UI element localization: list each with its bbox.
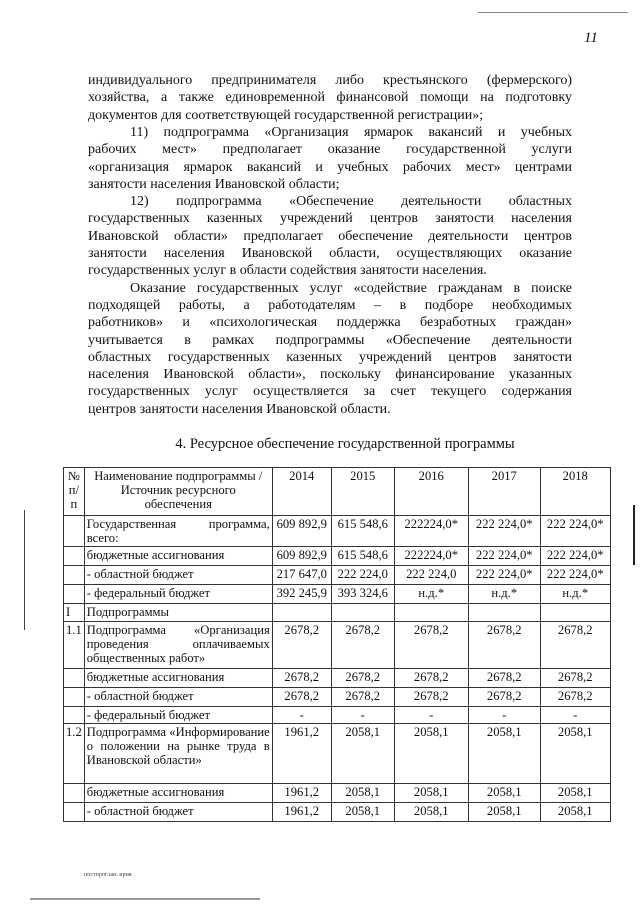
table-cell: [64, 516, 85, 547]
table-cell: [64, 547, 85, 566]
table-cell: 222 224,0: [394, 566, 468, 585]
table-cell: 222224,0*: [394, 516, 468, 547]
text-line: подходящей работы, а работодателям – в подборе необходимых: [88, 297, 572, 313]
scan-artifact-mark: [633, 505, 635, 565]
table-cell: - областной бюджет: [84, 688, 272, 707]
table-row: [64, 516, 611, 547]
table-cell: I: [64, 604, 85, 622]
table-cell: -: [272, 707, 331, 724]
text-line: занятости населения Ивановской области;: [88, 176, 340, 192]
table-cell: [64, 566, 85, 585]
table-cell: 2678,2: [394, 688, 468, 707]
table-cell: [394, 604, 468, 622]
table-cell: - областной бюджет: [84, 803, 272, 822]
text-line: рабочих мест» предполагает оказание государственной услуги: [88, 142, 572, 158]
section-heading: 4. Ресурсное обеспечение государственной программы: [175, 436, 515, 452]
table-row: [64, 724, 611, 784]
table-cell: [64, 585, 85, 604]
table-cell: 222 224,0*: [468, 516, 540, 547]
footer-code: постпрог.зан. ирия: [84, 872, 132, 878]
table-cell: 222 224,0*: [540, 516, 610, 547]
table-cell: 222 224,0*: [468, 566, 540, 585]
text-line: документов для соответствующей государственной регистрации»;: [88, 107, 484, 123]
text-line: хозяйства, а также единовременной финансовой помощи на подготовку: [88, 90, 572, 106]
table-cell: 222 224,0*: [540, 547, 610, 566]
table-cell: 2678,2: [540, 688, 610, 707]
table-cell: бюджетные ассигнования: [84, 784, 272, 803]
table-cell: 2058,1: [540, 724, 610, 784]
text-line: индивидуального предпринимателя либо крестьянского (фермерского): [88, 73, 572, 88]
table-cell: 1.2: [64, 724, 85, 784]
table-cell: -: [331, 707, 394, 724]
table-cell: -: [468, 707, 540, 724]
table-cell: н.д.*: [394, 585, 468, 604]
table-cell: 1961,2: [272, 724, 331, 784]
table-cell: 2678,2: [272, 688, 331, 707]
table-cell: 2058,1: [540, 784, 610, 803]
header-cell: № п/п: [64, 468, 85, 516]
table-cell: 615 548,6: [331, 547, 394, 566]
table-cell: 222 224,0*: [468, 547, 540, 566]
text-line: государственных услуг в области содействия занятости населения.: [88, 263, 487, 279]
table-cell: 615 548,6: [331, 516, 394, 547]
table-cell: 2058,1: [331, 803, 394, 822]
text-line: «организация ярмарок вакансий и учебных рабочих мест» центрами: [88, 159, 572, 175]
text-line: населения Ивановской области», поскольку финансирование указанных: [88, 367, 572, 383]
table-cell: Подпрограмма «Информирование о положении на рынке труда в Ивановской области»: [84, 724, 272, 784]
table-cell: [64, 707, 85, 724]
table-cell: 2678,2: [540, 622, 610, 669]
text-line: занятости населения Ивановской области, осуществляющих оказание: [88, 246, 572, 261]
table-cell: 222 224,0*: [540, 566, 610, 585]
table-cell: [64, 784, 85, 803]
text-line: областных государственных казенных учреждений центров занятости: [88, 349, 572, 365]
table-cell: 2678,2: [394, 669, 468, 688]
table-cell: 217 647,0: [272, 566, 331, 585]
table-cell: [540, 604, 610, 622]
table-cell: 2058,1: [468, 724, 540, 784]
table-cell: 2058,1: [331, 784, 394, 803]
table-cell: 1.1: [64, 622, 85, 669]
table-cell: 2058,1: [394, 784, 468, 803]
table-cell: - областной бюджет: [84, 566, 272, 585]
text-line: государственных казенных учреждений центров занятости населения: [88, 211, 572, 227]
scan-artifact-line: [30, 898, 260, 900]
text-line: государственных услуг осуществляется за счет текущего содержания: [88, 384, 572, 400]
table-cell: 1961,2: [272, 803, 331, 822]
text-line: Оказание государственных услуг «содействие гражданам в поиске: [130, 280, 572, 296]
table-cell: 2678,2: [272, 669, 331, 688]
table-cell: 2678,2: [540, 669, 610, 688]
table-cell: 222 224,0: [331, 566, 394, 585]
table-cell: бюджетные ассигнования: [84, 669, 272, 688]
text-line: Ивановской области» предполагает обеспечение деятельности центров: [88, 228, 572, 244]
table-cell: 222224,0*: [394, 547, 468, 566]
header-cell: 2015: [331, 468, 394, 516]
table-row: [64, 803, 611, 822]
table-cell: 2058,1: [468, 803, 540, 822]
table-cell: 392 245,9: [272, 585, 331, 604]
table-cell: -: [540, 707, 610, 724]
table-row: [64, 707, 611, 724]
table-cell: - федеральный бюджет: [84, 707, 272, 724]
table-cell: Государственная программа, всего:: [84, 516, 272, 547]
table-cell: [468, 604, 540, 622]
table-row: [64, 547, 611, 566]
table-cell: [64, 803, 85, 822]
table-cell: Подпрограммы: [84, 604, 272, 622]
table-row: [64, 784, 611, 803]
table-header-row: [64, 468, 611, 516]
table-cell: 393 324,6: [331, 585, 394, 604]
table-cell: -: [394, 707, 468, 724]
table-cell: 2678,2: [394, 622, 468, 669]
table-row: [64, 622, 611, 669]
table-cell: бюджетные ассигнования: [84, 547, 272, 566]
table-cell: [331, 604, 394, 622]
scan-artifact-line: [478, 12, 628, 13]
resource-table: [63, 467, 611, 822]
table-cell: [272, 604, 331, 622]
table-cell: 2678,2: [331, 688, 394, 707]
table-cell: 2058,1: [468, 784, 540, 803]
table-cell: 2058,1: [540, 803, 610, 822]
table-cell: [64, 669, 85, 688]
header-cell: 2016: [394, 468, 468, 516]
table-cell: 2678,2: [331, 669, 394, 688]
table-cell: 2678,2: [468, 622, 540, 669]
table-cell: 2058,1: [394, 803, 468, 822]
table-cell: 2678,2: [468, 669, 540, 688]
table-row: [64, 566, 611, 585]
table-cell: н.д.*: [540, 585, 610, 604]
table-cell: - федеральный бюджет: [84, 585, 272, 604]
table-row: [64, 669, 611, 688]
table-cell: 2058,1: [394, 724, 468, 784]
table-cell: 2678,2: [468, 688, 540, 707]
scan-artifact-mark: [24, 510, 25, 630]
page-number: 11: [584, 30, 598, 46]
table-row: [64, 688, 611, 707]
text-line: 11) подпрограмма «Организация ярмарок вакансий и учебных: [130, 124, 572, 140]
table-cell: 2058,1: [331, 724, 394, 784]
table-cell: 1961,2: [272, 784, 331, 803]
header-cell: 2017: [468, 468, 540, 516]
table-cell: [64, 688, 85, 707]
header-cell: 2014: [272, 468, 331, 516]
text-line: работников» и «психологическая поддержка безработных граждан»: [88, 315, 572, 331]
text-line: 12) подпрограмма «Обеспечение деятельности областных: [130, 194, 572, 210]
table-cell: 2678,2: [331, 622, 394, 669]
table-row: [64, 604, 611, 622]
table-cell: Подпрограмма «Организация проведения оплачиваемых общественных работ»: [84, 622, 272, 669]
table-cell: 2678,2: [272, 622, 331, 669]
header-cell: 2018: [540, 468, 610, 516]
table-cell: 609 892,9: [272, 516, 331, 547]
table-cell: н.д.*: [468, 585, 540, 604]
table-cell: 609 892,9: [272, 547, 331, 566]
header-cell: Наименование подпрограммы / Источник ресурсного обеспечения: [84, 468, 272, 516]
text-line: центров занятости населения Ивановской области.: [88, 401, 391, 417]
table-row: [64, 585, 611, 604]
text-line: учитывается в рамках подпрограммы «Обеспечение деятельности: [88, 332, 572, 348]
